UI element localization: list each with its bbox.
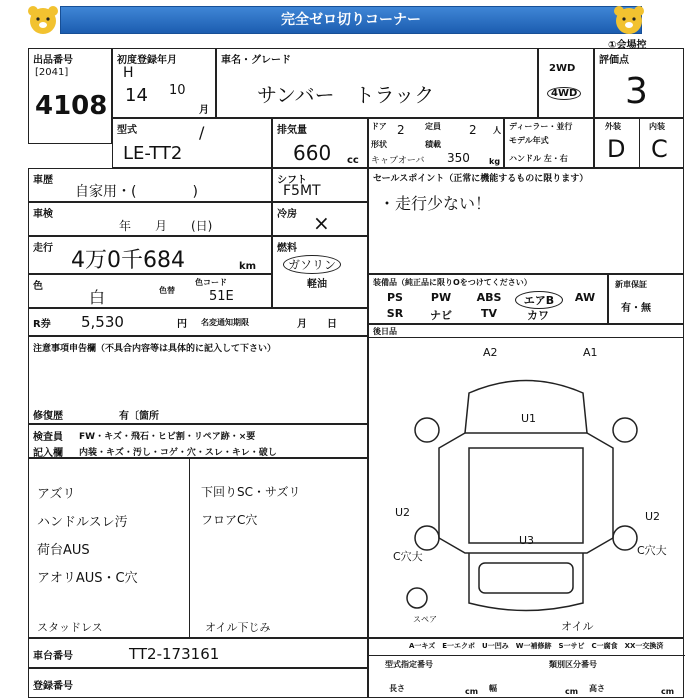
lot-label: 出品番号 [33,55,73,66]
cm-unit: cm [565,687,579,696]
dealer-label: ディーラー・並行 [509,122,573,131]
era: H [123,65,134,81]
model-year-label: モデル年式 [509,136,549,145]
yen-unit: 円 [177,319,187,330]
r-ticket-label: R券 [33,319,51,330]
drive-2wd: 2WD [549,63,576,74]
equip-airbag: エアB [515,291,563,309]
cm-unit: cm [661,687,675,696]
history-label: 車歴 [33,175,53,186]
new-cert-box [608,274,684,324]
equip-pw: PW [430,291,452,304]
spec-label: 型式指定番号 [385,660,433,669]
month: 10 [169,83,186,98]
equip-label: 装備品（純正品に限りOをつけてください） [373,278,532,287]
new-cert-value: 有・無 [621,303,651,314]
bear-mascot-icon [26,4,60,36]
hand-note: アオリAUS・C穴 [37,571,138,586]
diagram-label: U3 [519,534,535,547]
name-change-label: 名変通知期限 [201,318,249,327]
hand-note: アズリ [37,487,76,502]
inspection-box [28,202,272,236]
banner-title: 完全ゼロ切りコーナー [60,6,642,34]
mileage-box [28,236,272,274]
fuel-light-oil: 軽油 [307,279,327,290]
capacity-value: 2 [469,123,477,137]
color-label: 色 [33,281,43,292]
exterior-interior-box [594,118,684,168]
fuel-label: 燃料 [277,243,297,254]
car-name: サンバー トラック [257,83,435,107]
shift-box [272,168,368,202]
equipment-box [368,274,608,324]
interior-grade: C [651,135,668,163]
color-box [28,274,272,308]
inspection-label: 車検 [33,209,53,220]
after-market-box [368,324,684,338]
load-value: 350 [447,151,470,165]
oil-note: オイル下じみ [205,621,271,634]
inspection-value: 年 月 (日) [119,219,213,233]
doors-value: 2 [397,123,405,137]
registration-box [28,668,368,698]
eval-label: 評価点 [599,55,629,66]
load-label: 積載 [425,140,441,149]
ac-value: × [313,211,330,235]
equip-ps: PS [387,291,403,304]
hand-note: スタッドレス [37,621,103,634]
spec-box [368,638,684,698]
drive-4wd: 4WD [547,87,581,100]
corner-label: ①会場控 [608,40,647,51]
attention-box [28,336,368,424]
height-label: 高さ [589,684,605,693]
kg-unit: kg [489,157,501,166]
equip-navi: ナビ [430,309,452,322]
hand-notes-box [28,458,368,638]
after-market-label: 後日品 [373,327,397,336]
shift-value: F5MT [283,183,321,199]
repair-label: 修復歴 [33,411,63,422]
color-code-value: 51E [209,289,234,304]
diagram-label: U1 [521,412,537,425]
sales-point-box [368,168,684,274]
color-value: 白 [89,288,106,307]
inspector-box [28,424,368,458]
color-code-label: 色コード [195,278,227,287]
hand-note-right: フロアC穴 [201,513,258,527]
new-cert-label: 新車保証 [615,280,647,289]
exterior-grade: D [607,135,626,163]
km-unit: km [239,261,257,272]
inspector-line: FW・キズ・飛石・ヒビ割・リペア跡・×要 [79,432,256,442]
equip-aw: AW [574,291,596,304]
equip-abs: ABS [476,291,502,304]
month-unit: 月 [199,105,209,116]
hand-note: ハンドルスレ汚 [37,515,128,530]
displacement-value: 660 [293,141,332,165]
shape-label: 形状 [371,140,387,149]
car-name-box [216,48,538,118]
displacement-box [272,118,368,168]
record-line: 内装・キズ・汚し・コゲ・穴・スレ・キレ・破し [79,448,277,458]
history-value: 自家用・( ) [75,184,198,200]
exterior-label: 外装 [605,122,621,131]
first-reg-label: 初度登録年月 [117,55,177,66]
person-unit: 人 [493,126,501,135]
auction-sheet [28,38,684,698]
model-box [112,118,272,168]
model-slash: / [199,123,205,142]
cm-unit: cm [465,687,479,696]
eval-score: 3 [625,71,648,112]
fuel-value: ガソリン [283,255,341,274]
shift-label: シフト [277,175,307,186]
fuel-box [272,236,368,308]
model-label: 型式 [117,125,137,136]
drive-box [538,48,594,118]
capacity-label: 定員 [425,122,441,131]
equip-leather: カワ [527,309,549,322]
diagram-label: スペア [413,615,437,624]
diagram-label: オイル [561,620,594,633]
mileage-value: 4万0千684 [71,248,185,273]
diagram-label: C穴大 [393,550,423,563]
shape-value: キャブオーバ [371,156,425,166]
chassis-value: TT2-173161 [129,645,220,663]
date-code: [2041] [35,67,69,78]
hand-note-right: 下回りSC・サズリ [201,485,301,499]
repair-value: 有〔箇所 [119,411,159,422]
name-change-value: 月 日 [297,319,337,330]
diagram-label: A2 [483,346,498,359]
handle-label: ハンドル 左・右 [509,154,568,163]
chassis-box [28,638,368,668]
displacement-label: 排気量 [277,125,307,136]
r-ticket-value: 5,530 [81,313,124,331]
ac-box [272,202,368,236]
lot-box [28,48,112,144]
mileage-label: 走行 [33,243,53,254]
interior-label: 内装 [649,122,665,131]
category-label: 類別区分番号 [549,660,597,669]
first-registration-box [112,48,216,118]
damage-diagram-box [368,338,684,638]
truck-diagram [369,338,683,636]
width-label: 幅 [489,684,497,693]
inspector-label: 検査員 [33,432,63,443]
year: 14 [125,85,148,106]
record-label: 記入欄 [33,448,63,459]
length-label: 長さ [389,684,405,693]
lot-number: 4108 [35,91,108,121]
registration-label: 登録番号 [33,681,73,692]
doors-label: ドア [371,122,387,131]
doors-box [368,118,504,168]
bear-mascot-icon [612,4,646,36]
sales-point-label: セールスポイント（正常に機能するものに限ります） [373,174,589,184]
diagram-label: A1 [583,346,598,359]
name-grade-label: 車名・グレード [221,55,291,66]
equip-sr: SR [386,307,404,320]
eval-box [594,48,684,118]
model-value: LE-TT2 [123,143,183,164]
dealer-box [504,118,594,168]
cc-unit: cc [347,155,359,166]
attention-label: 注意事項申告欄（不具合内容等は具体的に記入して下さい） [33,344,277,354]
history-box [28,168,272,202]
color-swap-label: 色替 [159,286,175,295]
diagram-label: C穴大 [637,544,667,557]
diagram-label: U2 [645,510,661,523]
diagram-legend: A一キズ E一エクボ U一凹み W一補修跡 S一サビ C一腐食 XX一交換済 [409,642,664,650]
ac-label: 冷房 [277,209,297,220]
diagram-label: U2 [395,506,411,519]
sales-point-text: ・走行少ない！ [379,194,492,213]
banner [0,0,700,40]
r-ticket-box [28,308,368,336]
hand-note: 荷台AUS [37,543,90,558]
equip-tv: TV [480,307,498,320]
chassis-label: 車台番号 [33,651,73,662]
